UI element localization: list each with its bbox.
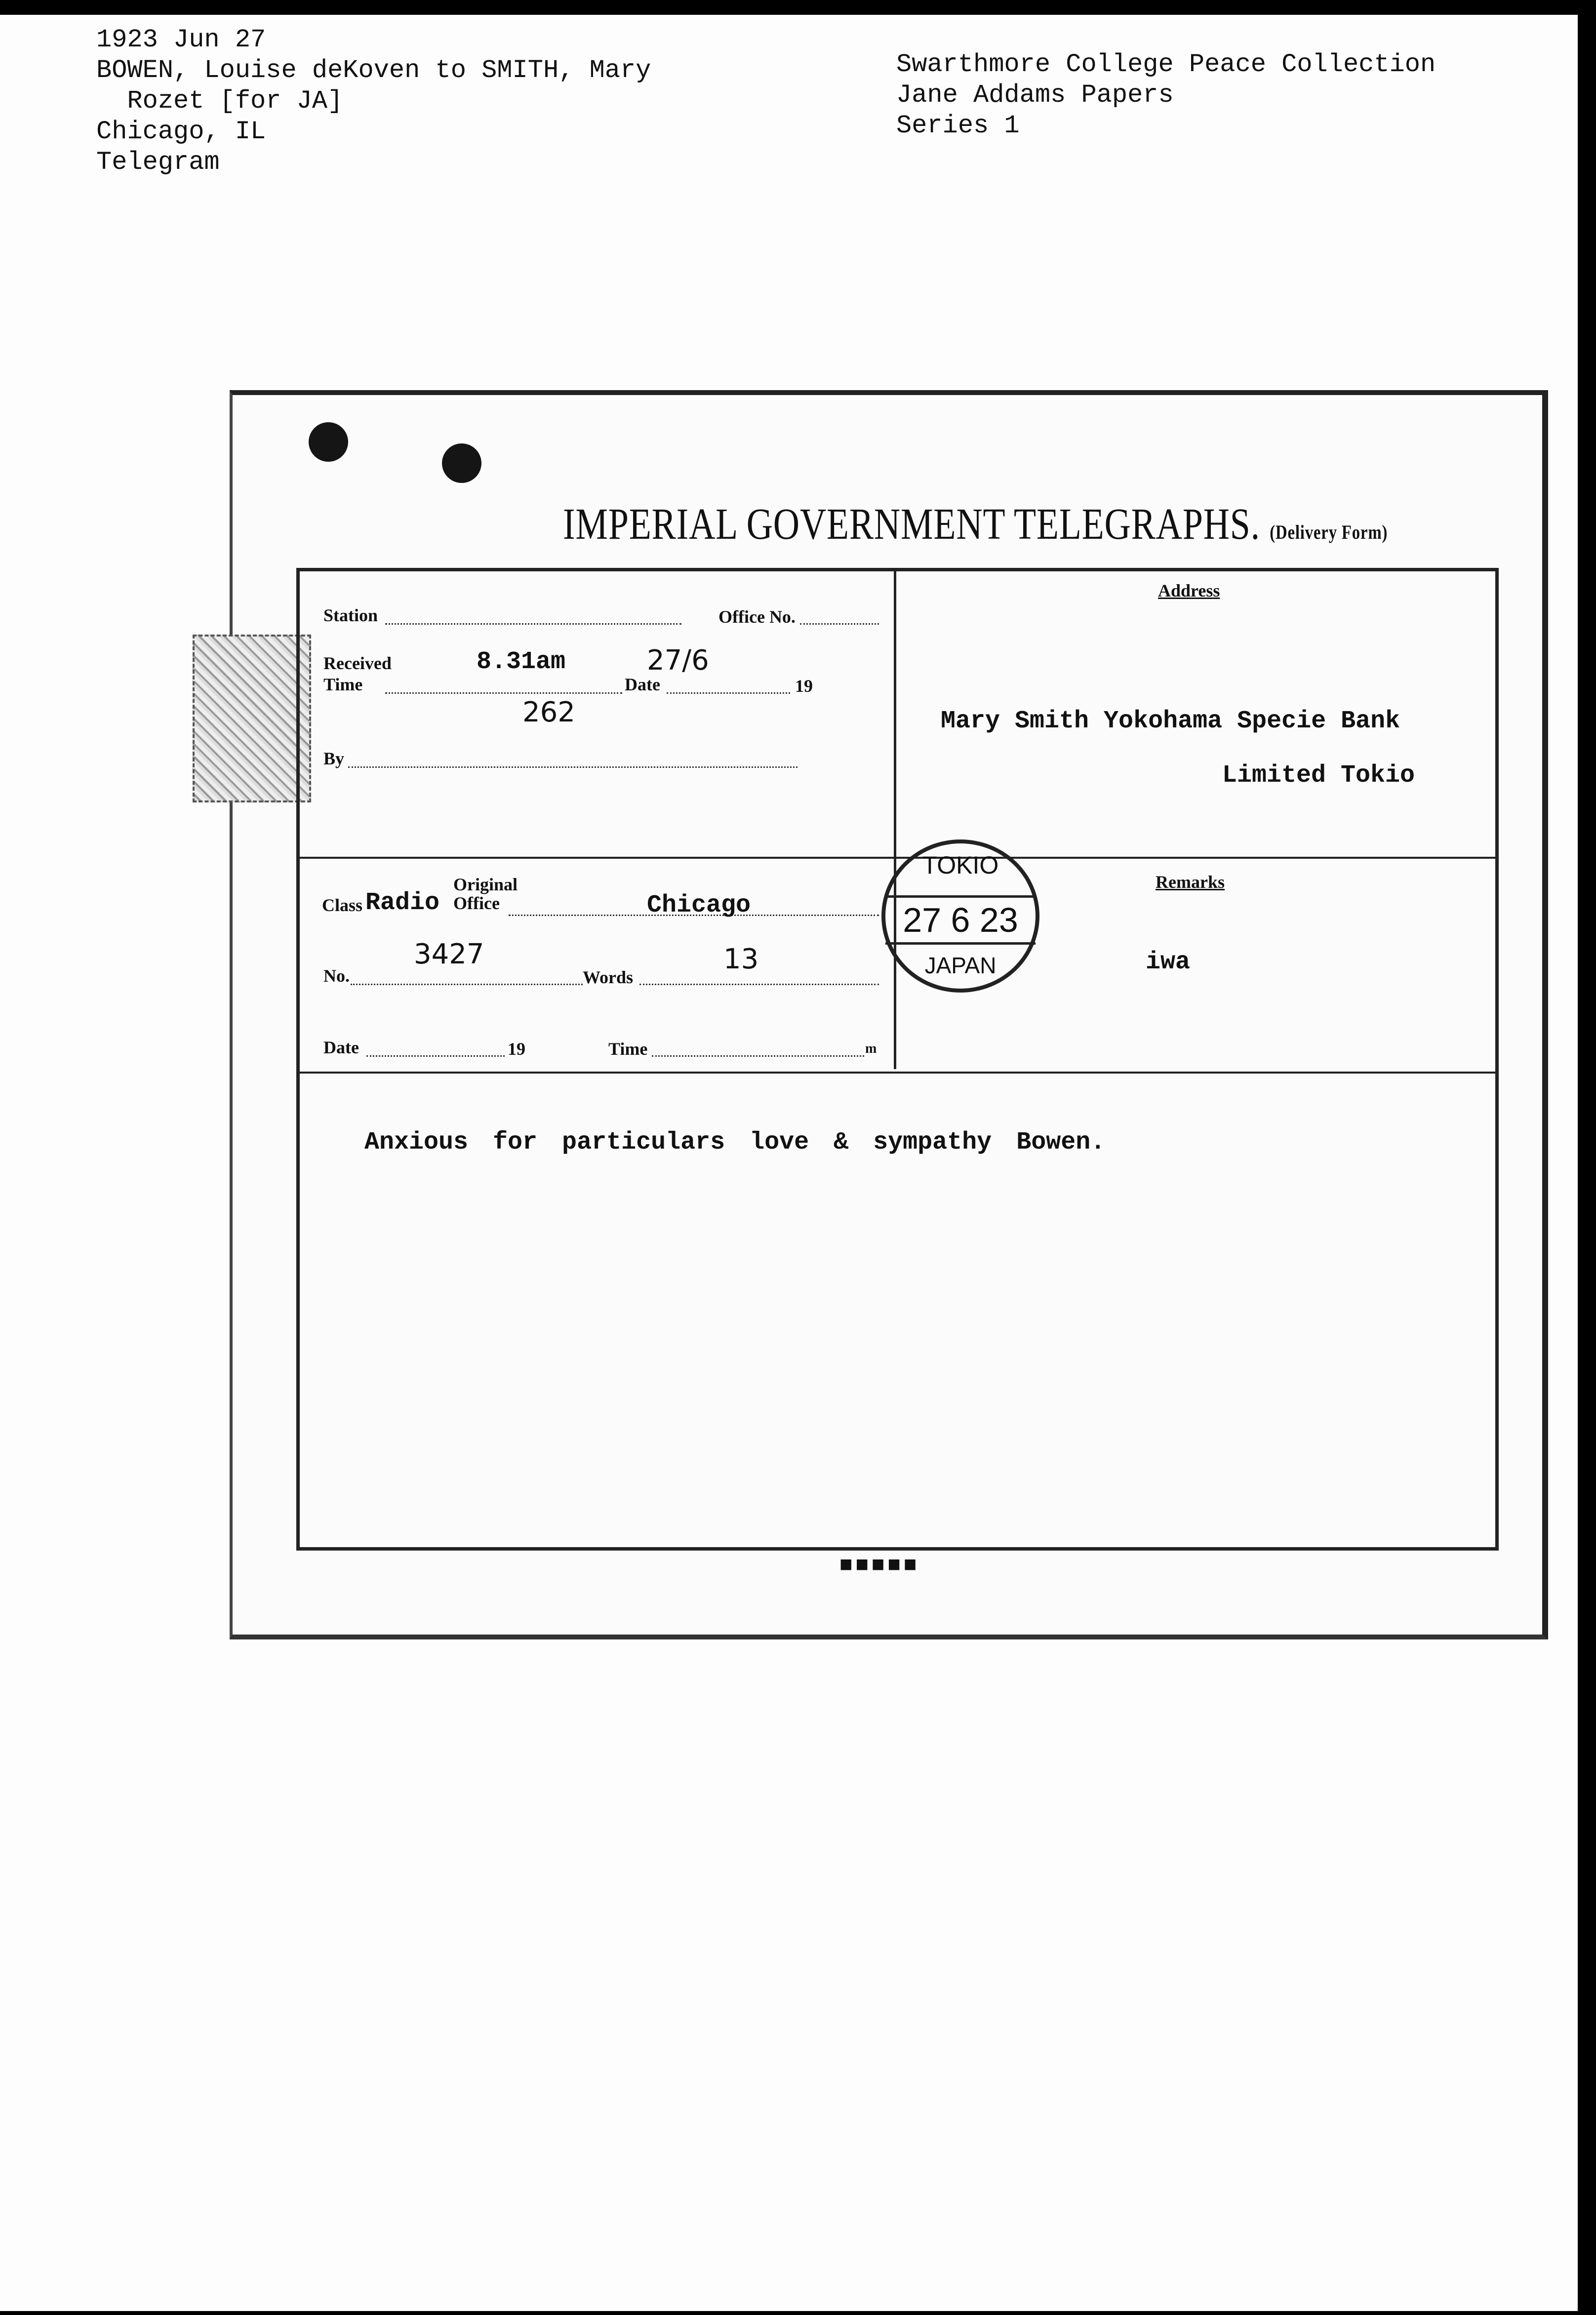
header-left — [96, 25, 651, 178]
tokio-postmark — [881, 839, 1039, 993]
remarks-label: Remarks — [1156, 872, 1225, 892]
time-line — [385, 692, 622, 694]
header-type: Telegram — [96, 148, 220, 177]
postmark-country: JAPAN — [924, 953, 997, 978]
header-right — [896, 49, 1436, 141]
telegram-title — [563, 499, 1388, 550]
footer-marks: ■■■■■ — [839, 1556, 920, 1572]
telegram-title-text: IMPERIAL GOVERNMENT TELEGRAPHS. — [563, 500, 1260, 549]
time2-label: Time — [608, 1039, 648, 1059]
header-place: Chicago, IL — [96, 117, 266, 146]
original-label: Original — [453, 875, 518, 894]
header-series: Series 1 — [896, 111, 1020, 140]
header-correspondents-cont: Rozet [for JA] — [96, 86, 343, 116]
time2-line — [652, 1055, 864, 1057]
received-time-value: 8.31am — [477, 648, 566, 676]
year2-label: 19 — [508, 1039, 525, 1059]
received-label: Received — [323, 653, 392, 673]
received-date-value: 27/6 — [647, 644, 709, 677]
time-label: Time — [323, 675, 363, 694]
form-divider-vertical — [894, 570, 896, 1069]
by-number-value: 262 — [522, 696, 575, 728]
header-collection: Swarthmore College Peace Collection — [896, 50, 1436, 79]
class-value: Radio — [365, 889, 440, 917]
station-line — [385, 623, 681, 625]
words-label: Words — [583, 967, 634, 987]
address-line-2: Limited Tokio — [1222, 761, 1415, 790]
words-value: 13 — [723, 943, 759, 975]
header-papers: Jane Addams Papers — [896, 80, 1174, 110]
year-label: 19 — [795, 676, 813, 696]
no-line — [351, 984, 583, 985]
date2-line — [366, 1055, 505, 1057]
address-line-1: Mary Smith Yokohama Specie Bank — [941, 707, 1400, 735]
revenue-stamp-image — [193, 635, 311, 802]
telegram-message: Anxious for particulars love & sympathy Bowen. — [364, 1128, 1106, 1157]
punch-hole — [442, 443, 481, 483]
class-label: Class — [322, 895, 363, 915]
date2-label: Date — [323, 1038, 359, 1057]
date-label: Date — [625, 675, 660, 694]
m-label: m — [865, 1041, 877, 1056]
address-label: Address — [1158, 581, 1220, 600]
punch-hole — [309, 422, 348, 462]
office-no-line — [800, 623, 879, 625]
form-label: (Delivery Form) — [1270, 521, 1388, 543]
date-line — [667, 692, 790, 694]
remarks-value: iwa — [1146, 948, 1191, 976]
postmark-city: TOKIO — [922, 851, 999, 879]
postmark-date: 27 6 23 — [885, 895, 1036, 945]
words-line — [639, 984, 879, 985]
original-office-value: Chicago — [647, 891, 751, 919]
form-divider-horizontal — [298, 1072, 1496, 1074]
no-value: 3427 — [414, 938, 484, 970]
office-label: Office — [453, 893, 500, 913]
by-line — [348, 766, 798, 768]
office-no-label: Office No. — [718, 607, 796, 627]
by-label: By — [323, 749, 345, 768]
header-date: 1923 Jun 27 — [96, 25, 266, 54]
header-correspondents: BOWEN, Louise deKoven to SMITH, Mary — [96, 56, 651, 85]
no-label: No. — [323, 966, 350, 986]
station-label: Station — [323, 605, 378, 625]
